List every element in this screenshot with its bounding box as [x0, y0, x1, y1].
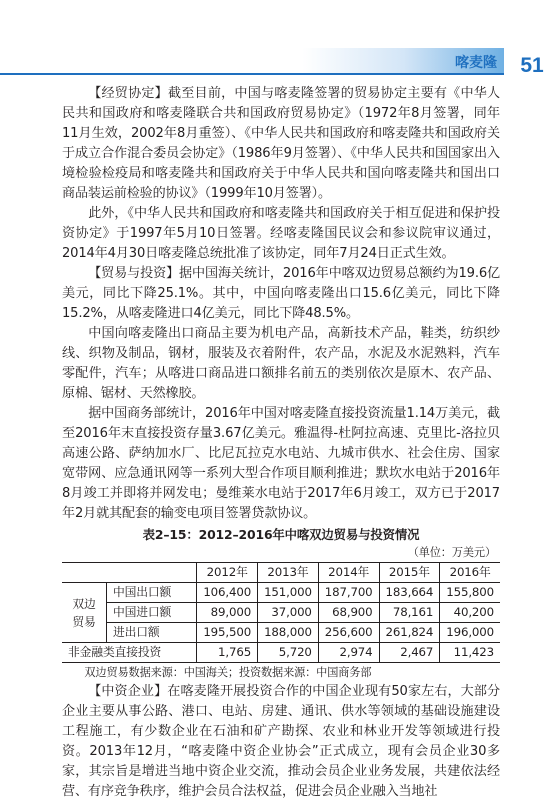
table-cell: 155,800 [440, 583, 500, 603]
paragraph-direct-investment: 据中国商务部统计，2016年中国对喀麦隆直接投资流量1.14万美元，截至2016年末直接投资存量3.67亿美元。雅温得-杜阿拉高速、克里比-洛拉贝高速公路、萨纳加水厂、比尼瓦拉克水电站、九城市供水、社会住房、国家宽带网、应急通讯网等一系列大型合作项目顺利推进；默坎水电站于2016年8月竣工并即将并网发电；曼维莱水电站于2017年6月竣工，双方已于2017年2月就其配套的输变电项目签署贷款协议。 [62, 406, 500, 521]
table-source-note: 双边贸易数据来源：中国海关；投资数据来源：中国商务部 [84, 666, 372, 679]
table-cell: 196,000 [440, 623, 500, 643]
paragraph-trade-agreements: 【经贸协定】截至目前，中国与喀麦隆签署的贸易协定主要有《中华人民共和国政府和喀麦隆联合共和国政府贸易协定》（1972年8月签署，同年11月生效，2002年8月重签）、《中华人民共和国政府和喀麦隆共和国政府关于成立合作混合委员会协定》（1986年9月签署）、《中华人民共和国国家出入境检验检疫局和喀麦隆共和国政府关于中华人民共和国向喀麦隆共和国出口商品装运前检验的协议》（1999年10月签署）。 [62, 86, 500, 201]
table-caption: 表2–15：2012–2016年中喀双边贸易与投资情况 [142, 527, 420, 542]
year-header: 2014年 [318, 563, 379, 583]
table-cell: 2,974 [318, 643, 379, 663]
table-row [62, 583, 500, 603]
table-cell: 106,400 [197, 583, 258, 603]
year-header: 2015年 [379, 563, 440, 583]
table-cell: 151,000 [258, 583, 319, 603]
year-header: 2016年 [440, 563, 500, 583]
table-corner-cell [62, 563, 197, 583]
table-cell: 68,900 [318, 603, 379, 623]
page-number: 51 [520, 54, 544, 77]
group-label-bilateral-trade: 双边贸易 [62, 583, 106, 643]
table-row [62, 643, 500, 663]
paragraph-investment-agreement: 此外，《中华人民共和国政府和喀麦隆共和国政府关于相互促进和保护投资协定》于1997年5月10日签署。经喀麦隆国民议会和参议院审议通过，2014年4月30日喀麦隆总统批准了该协定，同年7月24日正式生效。 [62, 206, 500, 261]
table-cell: 37,000 [258, 603, 319, 623]
row-label-china-import: 中国进口额 [106, 603, 196, 623]
header-band [0, 48, 504, 74]
table-cell: 78,161 [379, 603, 440, 623]
year-header: 2013年 [258, 563, 319, 583]
paragraph-export-goods: 中国向喀麦隆出口商品主要为机电产品，高新技术产品，鞋类，纺织纱线、织物及制品，钢材，服装及衣着附件，农产品，水泥及水泥熟料，汽车零配件，汽车；从喀进口商品进口额排名前五的类别依次是原木、农产品、原棉、锯材、天然橡胶。 [62, 326, 500, 401]
table-cell: 187,700 [318, 583, 379, 603]
table-cell: 89,000 [197, 603, 258, 623]
row-label-total-trade: 进出口额 [106, 623, 196, 643]
paragraph-chinese-enterprises: 【中资企业】在喀麦隆开展投资合作的中国企业现有50家左右，大部分企业主要从事公路、港口、电站、房建、通讯、供水等领域的基础设施建设工程施工，有少数企业在石油和矿产勘探、农业和林业开发等领域进行投资。2013年12月，“喀麦隆中资企业协会”正式成立，现有会员企业30多家，其宗旨是增进当地中资企业交流，推动会员企业业务发展，共建依法经营、有序竞争秩序，维护会员合法权益，促进会员企业融入当地社 [62, 684, 500, 799]
table-row [62, 623, 500, 643]
header-rule [0, 73, 504, 75]
running-header-title: 喀麦隆 [455, 55, 497, 71]
year-header: 2012年 [197, 563, 258, 583]
table-cell: 195,500 [197, 623, 258, 643]
paragraph-trade-investment: 【贸易与投资】据中国海关统计，2016年中喀双边贸易总额约为19.6亿美元，同比下降25.1%。其中，中国向喀麦隆出口15.6亿美元，同比下降15.2%，从喀麦隆进口4亿美元，同比下降48.5%。 [62, 266, 500, 321]
table-cell: 40,200 [440, 603, 500, 623]
table-unit: （单位：万美元） [407, 546, 496, 559]
table-row [62, 603, 500, 623]
table-cell: 188,000 [258, 623, 319, 643]
row-label-china-export: 中国出口额 [106, 583, 196, 603]
table-cell: 256,600 [318, 623, 379, 643]
row-label-direct-investment: 非金融类直接投资 [62, 643, 197, 663]
table-cell: 11,423 [440, 643, 500, 663]
trade-investment-table [62, 562, 500, 663]
table-header-row [62, 563, 500, 583]
table-cell: 5,720 [258, 643, 319, 663]
table-cell: 1,765 [197, 643, 258, 663]
page-body [62, 84, 500, 802]
table-cell: 183,664 [379, 583, 440, 603]
table-cell: 261,824 [379, 623, 440, 643]
table-cell: 2,467 [379, 643, 440, 663]
